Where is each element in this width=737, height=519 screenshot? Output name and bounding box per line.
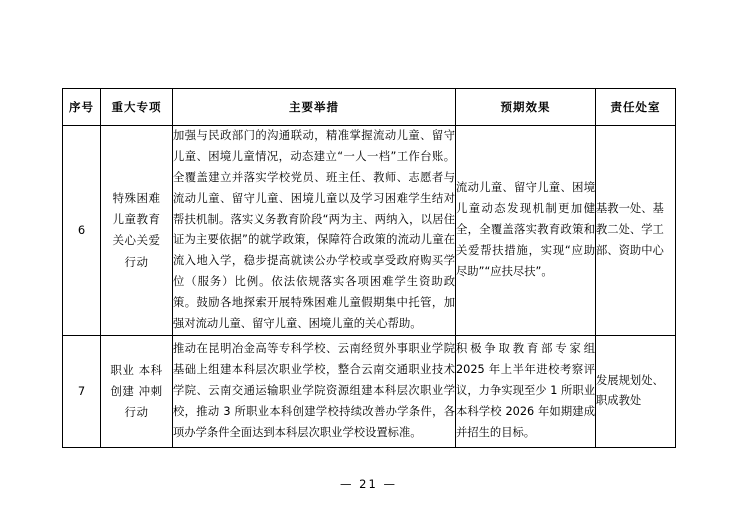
cell-measures: 加强与民政部门的沟通联动，精准掌握流动儿童、留守儿童、困境儿童情况，动态建立“一人一档”工作台账。全覆盖建立并落实学校党员、班主任、教师、志愿者与流动儿童、留守儿童、困境儿童以及学习困难学生结对帮扶机制。落实义务教育阶段“两为主、两纳入，以居住证为主要依据”的就学政策，保障符合政策的流动儿童在流入地入学，稳步提高就读公办学校或享受政府购买学位（服务）比例。依法依规落实各项困难学生资助政策。鼓励各地探索开展特殊困难儿童假期集中托管，加强对流动儿童、留守儿童、困境儿童的关心帮助。 — [173, 126, 456, 336]
cell-effect: 流动儿童、留守儿童、困境儿童动态发现机制更加健全，全覆盖落实教育政策和关爱帮扶措施，实现“应助尽助”“应扶尽扶”。 — [456, 126, 596, 336]
cell-measures: 推动在昆明冶金高等专科学校、云南经贸外事职业学院基础上组建本科层次职业学校，整合云南交通职业技术学院、云南交通运输职业学院资源组建本科层次职业学校，推动 3 所职业本科创建学校持续改善办学条件，各项办学条件全面达到本科层次职业学校设置标准。 — [173, 335, 456, 447]
table-header — [63, 89, 676, 126]
column-header-sequence: 序号 — [63, 89, 101, 126]
page-number: — 21 — — [340, 477, 397, 491]
column-header-measures: 主要举措 — [173, 89, 456, 126]
table-body — [63, 126, 676, 448]
cell-department: 基教一处、基教二处、学工部、资助中心 — [596, 126, 676, 336]
policy-measures-table — [62, 88, 676, 448]
cell-project: 特殊困难 儿童教育 关心关爱 行动 — [101, 126, 173, 336]
table-header-row — [63, 89, 676, 126]
column-header-project: 重大专项 — [101, 89, 173, 126]
cell-project: 职业 本科 创建 冲刺 行动 — [101, 335, 173, 447]
cell-department: 发展规划处、职成教处 — [596, 335, 676, 447]
column-header-effect: 预期效果 — [456, 89, 596, 126]
cell-sequence: 7 — [63, 335, 101, 447]
cell-sequence: 6 — [63, 126, 101, 336]
cell-effect: 积极争取教育部专家组 2025 年上半年进校考察评议，力争实现至少 1 所职业本科学校 2026 年如期建成并招生的目标。 — [456, 335, 596, 447]
table-row — [63, 335, 676, 447]
column-header-department: 责任处室 — [596, 89, 676, 126]
table-row — [63, 126, 676, 336]
